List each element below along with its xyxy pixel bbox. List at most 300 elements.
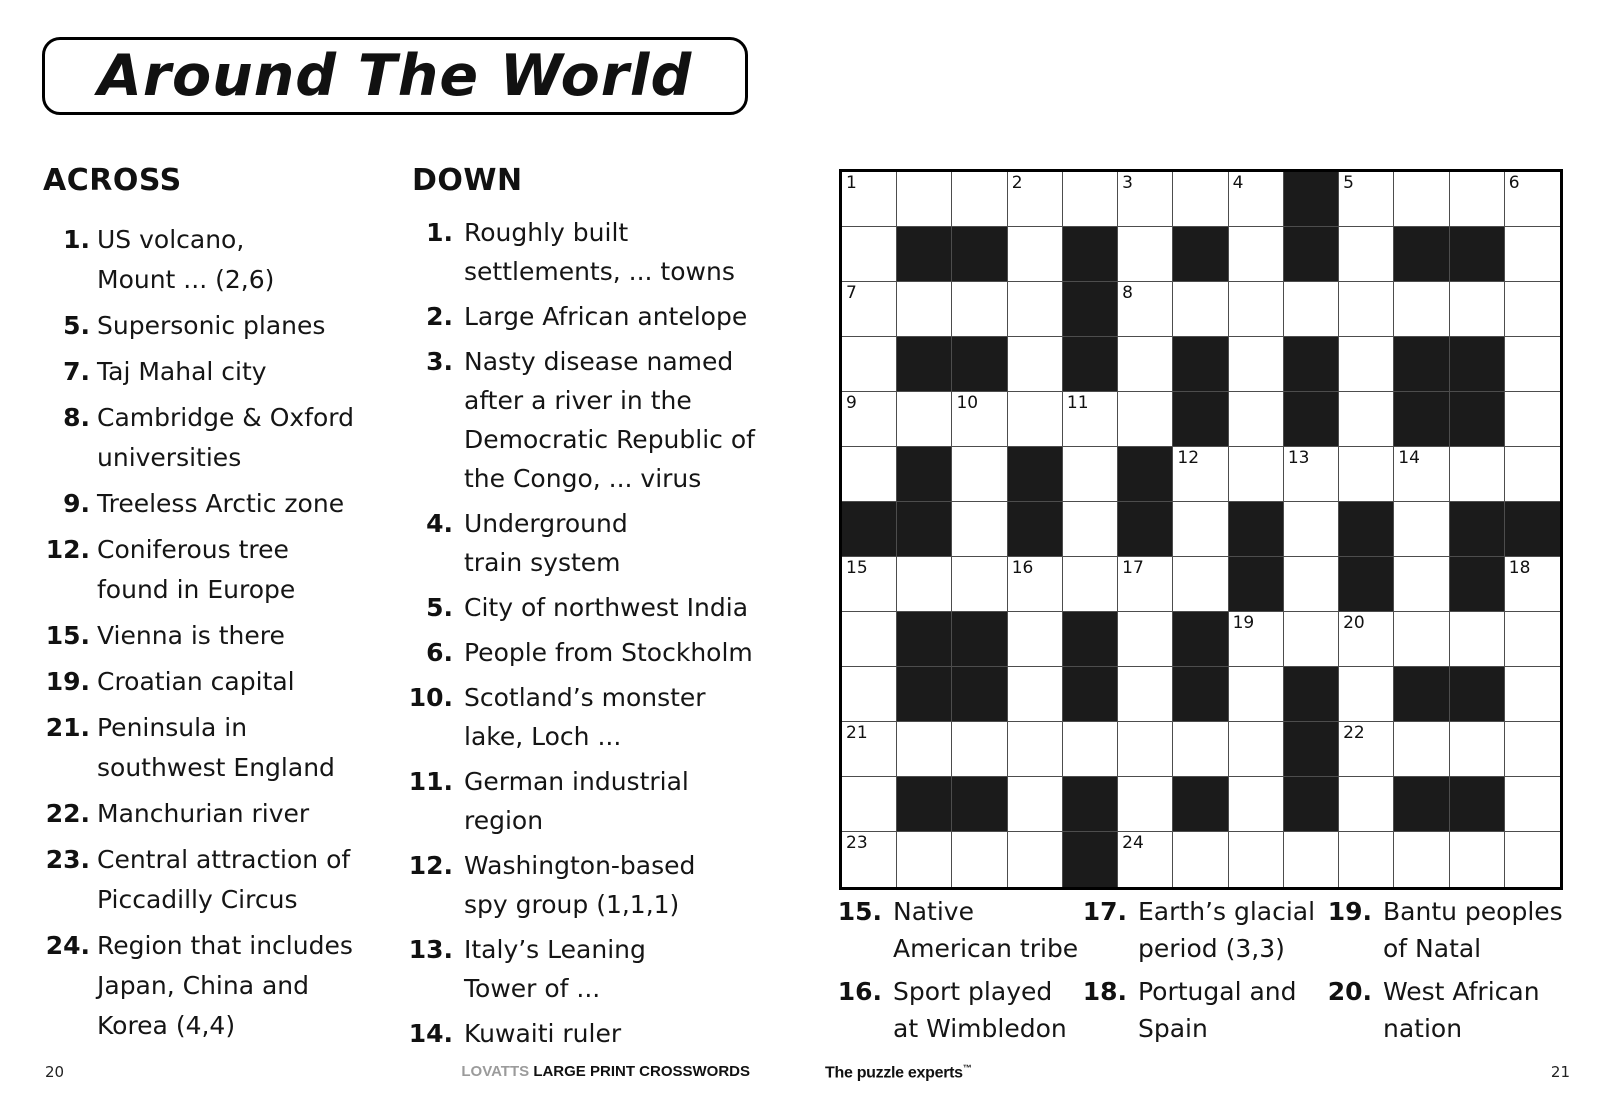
cell-number-9: 9: [846, 393, 857, 413]
clue-line: [40, 708, 354, 748]
page-number-right: 21: [1550, 1063, 1570, 1081]
clue-line: [1310, 973, 1563, 1010]
clue-text: Coniferous tree: [97, 535, 289, 564]
clue-number-spacer: [40, 438, 90, 478]
clue-text: Sport played: [893, 977, 1053, 1006]
clue-number-spacer: [40, 1006, 90, 1046]
grid-cell-r7c1[interactable]: [897, 557, 952, 612]
clue-line: [395, 930, 755, 969]
down-clue-11: [395, 762, 755, 840]
black-cell-r11c10: [1394, 777, 1449, 832]
clue-line: [40, 1006, 354, 1046]
clue-text: Bantu peoples: [1383, 897, 1563, 926]
grid-cell-r8c3[interactable]: [1008, 612, 1063, 667]
clue-line: [395, 762, 755, 801]
grid-cell-r3c9[interactable]: [1339, 337, 1394, 392]
black-cell-r8c4: [1063, 612, 1118, 667]
grid-cell-r12c10[interactable]: [1394, 832, 1449, 887]
across-header: ACROSS: [43, 163, 182, 198]
down-header: DOWN: [412, 163, 523, 198]
grid-cell-r0c9[interactable]: [1339, 172, 1394, 227]
grid-cell-r5c0[interactable]: [842, 447, 897, 502]
black-cell-r11c8: [1284, 777, 1339, 832]
black-cell-r6c1: [897, 502, 952, 557]
clue-line: [1065, 1010, 1315, 1047]
clue-text: Korea (4,4): [97, 1011, 236, 1040]
clue-text: Large African antelope: [464, 302, 748, 331]
clue-number-spacer: [820, 930, 882, 967]
grid-cell-r10c12[interactable]: [1505, 722, 1560, 777]
black-cell-r5c5: [1118, 447, 1173, 502]
clue-line: [1310, 893, 1563, 930]
grid-cell-r12c9[interactable]: [1339, 832, 1394, 887]
black-cell-r4c11: [1450, 392, 1505, 447]
grid-cell-r5c10[interactable]: [1394, 447, 1449, 502]
grid-cell-r10c0[interactable]: [842, 722, 897, 777]
publisher-tagline: The puzzle experts™: [825, 1063, 972, 1082]
clue-line: [395, 504, 755, 543]
grid-cell-r2c12[interactable]: [1505, 282, 1560, 337]
grid-cell-r0c5[interactable]: [1118, 172, 1173, 227]
grid-cell-r0c7[interactable]: [1229, 172, 1284, 227]
grid-cell-r8c0[interactable]: [842, 612, 897, 667]
clue-number: 19.: [1327, 897, 1372, 926]
grid-cell-r0c12[interactable]: [1505, 172, 1560, 227]
clue-number: 16.: [837, 977, 882, 1006]
clue-text: of Natal: [1383, 934, 1482, 963]
grid-cell-r12c11[interactable]: [1450, 832, 1505, 887]
grid-cell-r9c3[interactable]: [1008, 667, 1063, 722]
grid-cell-r10c7[interactable]: [1229, 722, 1284, 777]
grid-cell-r11c3[interactable]: [1008, 777, 1063, 832]
clue-text: Supersonic planes: [97, 311, 326, 340]
clue-number: 11.: [408, 767, 453, 796]
grid-cell-r1c12[interactable]: [1505, 227, 1560, 282]
clue-number: 17.: [1082, 897, 1127, 926]
black-cell-r3c2: [952, 337, 1007, 392]
clue-text: US volcano,: [97, 225, 245, 254]
clue-number: 1.: [63, 225, 90, 254]
black-cell-r1c10: [1394, 227, 1449, 282]
grid-cell-r2c11[interactable]: [1450, 282, 1505, 337]
clue-text: City of northwest India: [464, 593, 749, 622]
grid-cell-r8c7[interactable]: [1229, 612, 1284, 667]
cell-number-23: 23: [846, 833, 868, 853]
grid-cell-r6c4[interactable]: [1063, 502, 1118, 557]
grid-cell-r6c10[interactable]: [1394, 502, 1449, 557]
across-clue-24: [40, 926, 354, 1046]
clue-line: [395, 252, 755, 291]
down-clue-13: [395, 930, 755, 1008]
clue-line: [395, 297, 755, 336]
black-cell-r1c1: [897, 227, 952, 282]
grid-cell-r10c2[interactable]: [952, 722, 1007, 777]
clue-number-spacer: [395, 381, 453, 420]
grid-cell-r7c12[interactable]: [1505, 557, 1560, 612]
page-number-left: 20: [45, 1063, 65, 1081]
black-cell-r2c4: [1063, 282, 1118, 337]
clue-number: 6.: [426, 638, 453, 667]
grid-cell-r10c3[interactable]: [1008, 722, 1063, 777]
grid-cell-r9c9[interactable]: [1339, 667, 1394, 722]
grid-cell-r2c8[interactable]: [1284, 282, 1339, 337]
grid-cell-r5c9[interactable]: [1339, 447, 1394, 502]
grid-cell-r1c7[interactable]: [1229, 227, 1284, 282]
clue-line: [40, 616, 354, 656]
grid-cell-r7c5[interactable]: [1118, 557, 1173, 612]
grid-cell-r12c0[interactable]: [842, 832, 897, 887]
clue-number: 12.: [408, 851, 453, 880]
grid-cell-r7c4[interactable]: [1063, 557, 1118, 612]
clue-line: [395, 717, 755, 756]
clue-line: [395, 969, 755, 1008]
grid-cell-r11c0[interactable]: [842, 777, 897, 832]
clue-text: Scotland’s monster: [464, 683, 706, 712]
grid-cell-r10c10[interactable]: [1394, 722, 1449, 777]
grid-cell-r12c6[interactable]: [1173, 832, 1228, 887]
grid-cell-r0c10[interactable]: [1394, 172, 1449, 227]
grid-cell-r2c0[interactable]: [842, 282, 897, 337]
grid-cell-r12c2[interactable]: [952, 832, 1007, 887]
clue-line: [395, 459, 755, 498]
grid-cell-r7c6[interactable]: [1173, 557, 1228, 612]
across-clue-22: [40, 794, 354, 834]
grid-cell-r5c8[interactable]: [1284, 447, 1339, 502]
clue-number: 9.: [63, 489, 90, 518]
grid-cell-r1c3[interactable]: [1008, 227, 1063, 282]
grid-cell-r2c9[interactable]: [1339, 282, 1394, 337]
grid-cell-r10c4[interactable]: [1063, 722, 1118, 777]
grid-cell-r4c2[interactable]: [952, 392, 1007, 447]
black-cell-r9c4: [1063, 667, 1118, 722]
clue-line: [40, 398, 354, 438]
grid-cell-r3c5[interactable]: [1118, 337, 1173, 392]
grid-cell-r8c10[interactable]: [1394, 612, 1449, 667]
grid-cell-r5c7[interactable]: [1229, 447, 1284, 502]
grid-cell-r5c2[interactable]: [952, 447, 1007, 502]
cell-number-1: 1: [846, 173, 857, 193]
grid-cell-r5c4[interactable]: [1063, 447, 1118, 502]
grid-cell-r7c3[interactable]: [1008, 557, 1063, 612]
grid-cell-r9c0[interactable]: [842, 667, 897, 722]
clue-line: [1065, 973, 1315, 1010]
down-clue-list: [395, 213, 755, 1059]
grid-cell-r0c0[interactable]: [842, 172, 897, 227]
clue-text: Spain: [1138, 1014, 1208, 1043]
grid-cell-r7c8[interactable]: [1284, 557, 1339, 612]
across-clue-5: [40, 306, 354, 346]
grid-cell-r10c5[interactable]: [1118, 722, 1173, 777]
clue-text: Underground: [464, 509, 628, 538]
clue-text: Mount ... (2,6): [97, 265, 275, 294]
cell-number-2: 2: [1011, 173, 1023, 193]
clue-line: [40, 748, 354, 788]
clue-number-spacer: [1065, 930, 1127, 967]
grid-cell-r3c7[interactable]: [1229, 337, 1284, 392]
cell-number-14: 14: [1398, 448, 1420, 468]
grid-cell-r3c3[interactable]: [1008, 337, 1063, 392]
black-cell-r11c6: [1173, 777, 1228, 832]
black-cell-r5c1: [897, 447, 952, 502]
grid-cell-r11c7[interactable]: [1229, 777, 1284, 832]
grid-cell-r0c6[interactable]: [1173, 172, 1228, 227]
black-cell-r9c11: [1450, 667, 1505, 722]
black-cell-r10c8: [1284, 722, 1339, 777]
grid-cell-r2c3[interactable]: [1008, 282, 1063, 337]
clue-line: [395, 420, 755, 459]
clue-line: [40, 438, 354, 478]
clue-line: [820, 973, 1078, 1010]
grid-cell-r8c5[interactable]: [1118, 612, 1173, 667]
grid-cell-r10c11[interactable]: [1450, 722, 1505, 777]
black-cell-r12c4: [1063, 832, 1118, 887]
grid-cell-r11c12[interactable]: [1505, 777, 1560, 832]
grid-cell-r12c5[interactable]: [1118, 832, 1173, 887]
black-cell-r11c11: [1450, 777, 1505, 832]
grid-cell-r3c12[interactable]: [1505, 337, 1560, 392]
clue-number-spacer: [1310, 930, 1372, 967]
black-cell-r6c3: [1008, 502, 1063, 557]
brand-lovatts: LOVATTS: [461, 1063, 530, 1080]
clue-number-spacer: [395, 252, 453, 291]
clue-text: Tower of ...: [464, 974, 601, 1003]
down-clue-3: [395, 342, 755, 498]
clue-text: train system: [464, 548, 621, 577]
black-cell-r4c10: [1394, 392, 1449, 447]
grid-cell-r10c9[interactable]: [1339, 722, 1394, 777]
grid-cell-r8c12[interactable]: [1505, 612, 1560, 667]
grid-cell-r7c2[interactable]: [952, 557, 1007, 612]
grid-cell-r4c7[interactable]: [1229, 392, 1284, 447]
clue-text: nation: [1383, 1014, 1463, 1043]
clue-number-spacer: [820, 1010, 882, 1047]
clue-text: Treeless Arctic zone: [97, 489, 345, 518]
grid-cell-r4c5[interactable]: [1118, 392, 1173, 447]
clue-line: [40, 306, 354, 346]
down-clue-4: [395, 504, 755, 582]
grid-cell-r12c7[interactable]: [1229, 832, 1284, 887]
clue-line: [40, 220, 354, 260]
grid-cell-r5c6[interactable]: [1173, 447, 1228, 502]
grid-cell-r11c9[interactable]: [1339, 777, 1394, 832]
grid-cell-r7c0[interactable]: [842, 557, 897, 612]
across-clue-7: [40, 352, 354, 392]
black-cell-r1c2: [952, 227, 1007, 282]
grid-cell-r6c8[interactable]: [1284, 502, 1339, 557]
down-clue-17: [1065, 893, 1315, 967]
black-cell-r6c5: [1118, 502, 1173, 557]
grid-cell-r6c6[interactable]: [1173, 502, 1228, 557]
grid-cell-r1c0[interactable]: [842, 227, 897, 282]
clue-text: Italy’s Leaning: [464, 935, 646, 964]
down-clue-1: [395, 213, 755, 291]
clue-number: 21.: [45, 713, 90, 742]
clue-text: Taj Mahal city: [97, 357, 267, 386]
clue-number-spacer: [40, 966, 90, 1006]
across-clue-1: [40, 220, 354, 300]
black-cell-r1c11: [1450, 227, 1505, 282]
clue-line: [1065, 930, 1315, 967]
grid-cell-r9c7[interactable]: [1229, 667, 1284, 722]
cell-number-17: 17: [1122, 558, 1144, 578]
across-clue-list: [40, 220, 354, 1052]
black-cell-r7c9: [1339, 557, 1394, 612]
bottom-clue-column-1: [820, 893, 1078, 1053]
clue-number: 18.: [1082, 977, 1127, 1006]
grid-cell-r1c9[interactable]: [1339, 227, 1394, 282]
black-cell-r6c12: [1505, 502, 1560, 557]
grid-cell-r8c9[interactable]: [1339, 612, 1394, 667]
cell-number-21: 21: [846, 723, 868, 743]
down-clue-10: [395, 678, 755, 756]
clue-number-spacer: [395, 543, 453, 582]
cell-number-11: 11: [1066, 393, 1089, 413]
black-cell-r8c1: [897, 612, 952, 667]
black-cell-r6c0: [842, 502, 897, 557]
publisher-brand: [350, 1063, 750, 1080]
cell-number-6: 6: [1508, 173, 1520, 193]
grid-cell-r4c1[interactable]: [897, 392, 952, 447]
grid-cell-r12c3[interactable]: [1008, 832, 1063, 887]
clue-number-spacer: [40, 570, 90, 610]
clue-line: [820, 1010, 1078, 1047]
grid-cell-r5c12[interactable]: [1505, 447, 1560, 502]
clue-text: Kuwaiti ruler: [464, 1019, 622, 1048]
clue-number-spacer: [395, 801, 453, 840]
black-cell-r3c10: [1394, 337, 1449, 392]
grid-cell-r12c12[interactable]: [1505, 832, 1560, 887]
grid-cell-r10c1[interactable]: [897, 722, 952, 777]
grid-cell-r0c1[interactable]: [897, 172, 952, 227]
grid-cell-r4c9[interactable]: [1339, 392, 1394, 447]
black-cell-r11c4: [1063, 777, 1118, 832]
clue-number: 5.: [426, 593, 453, 622]
clue-number: 3.: [426, 347, 453, 376]
grid-cell-r8c8[interactable]: [1284, 612, 1339, 667]
clue-text: Central attraction of: [97, 845, 351, 874]
puzzle-title-box: [42, 37, 748, 115]
puzzle-title: Around The World: [97, 43, 693, 109]
clue-text: West African: [1383, 977, 1540, 1006]
clue-number: 22.: [45, 799, 90, 828]
grid-cell-r4c0[interactable]: [842, 392, 897, 447]
clue-text: after a river in the: [464, 386, 692, 415]
clue-text: People from Stockholm: [464, 638, 753, 667]
black-cell-r11c1: [897, 777, 952, 832]
grid-cell-r2c5[interactable]: [1118, 282, 1173, 337]
down-clue-20: [1310, 973, 1563, 1047]
clue-text: Democratic Republic of: [464, 425, 755, 454]
clue-line: [40, 966, 354, 1006]
clue-number: 5.: [63, 311, 90, 340]
grid-cell-r0c2[interactable]: [952, 172, 1007, 227]
grid-cell-r8c11[interactable]: [1450, 612, 1505, 667]
clue-number: 4.: [426, 509, 453, 538]
cell-number-12: 12: [1177, 448, 1200, 468]
grid-cell-r2c10[interactable]: [1394, 282, 1449, 337]
grid-cell-r6c2[interactable]: [952, 502, 1007, 557]
cell-number-4: 4: [1232, 173, 1244, 193]
black-cell-r3c8: [1284, 337, 1339, 392]
clue-number: 14.: [408, 1019, 453, 1048]
across-clue-15: [40, 616, 354, 656]
clue-line: [40, 570, 354, 610]
clue-text: the Congo, ... virus: [464, 464, 702, 493]
clue-number: 15.: [837, 897, 882, 926]
down-clue-18: [1065, 973, 1315, 1047]
grid-cell-r0c11[interactable]: [1450, 172, 1505, 227]
clue-line: [40, 880, 354, 920]
clue-line: [1310, 930, 1563, 967]
clue-number: 7.: [63, 357, 90, 386]
grid-cell-r4c12[interactable]: [1505, 392, 1560, 447]
black-cell-r8c2: [952, 612, 1007, 667]
clue-line: [395, 678, 755, 717]
black-cell-r7c11: [1450, 557, 1505, 612]
clue-number: 13.: [408, 935, 453, 964]
clue-text: Peninsula in: [97, 713, 248, 742]
grid-cell-r12c8[interactable]: [1284, 832, 1339, 887]
grid-cell-r0c4[interactable]: [1063, 172, 1118, 227]
clue-text: lake, Loch ...: [464, 722, 622, 751]
clue-line: [395, 846, 755, 885]
cell-number-7: 7: [846, 283, 857, 303]
black-cell-r11c2: [952, 777, 1007, 832]
clue-number: 15.: [45, 621, 90, 650]
grid-cell-r11c5[interactable]: [1118, 777, 1173, 832]
grid-cell-r4c4[interactable]: [1063, 392, 1118, 447]
grid-cell-r7c10[interactable]: [1394, 557, 1449, 612]
grid-cell-r5c11[interactable]: [1450, 447, 1505, 502]
black-cell-r6c9: [1339, 502, 1394, 557]
black-cell-r3c11: [1450, 337, 1505, 392]
clue-text: Piccadilly Circus: [97, 885, 298, 914]
grid-cell-r2c1[interactable]: [897, 282, 952, 337]
grid-cell-r2c6[interactable]: [1173, 282, 1228, 337]
clue-text: period (3,3): [1138, 934, 1285, 963]
grid-cell-r9c5[interactable]: [1118, 667, 1173, 722]
grid-cell-r12c1[interactable]: [897, 832, 952, 887]
down-clue-15: [820, 893, 1078, 967]
grid-cell-r2c7[interactable]: [1229, 282, 1284, 337]
clue-text: found in Europe: [97, 575, 296, 604]
grid-cell-r2c2[interactable]: [952, 282, 1007, 337]
grid-cell-r10c6[interactable]: [1173, 722, 1228, 777]
clue-line: [40, 662, 354, 702]
clue-number: 1.: [426, 218, 453, 247]
black-cell-r9c2: [952, 667, 1007, 722]
clue-number: 24.: [45, 931, 90, 960]
clue-text: region: [464, 806, 544, 835]
clue-line: [395, 543, 755, 582]
brand-series: LARGE PRINT CROSSWORDS: [533, 1063, 750, 1080]
clue-number-spacer: [395, 459, 453, 498]
grid-cell-r0c3[interactable]: [1008, 172, 1063, 227]
black-cell-r9c6: [1173, 667, 1228, 722]
across-clue-19: [40, 662, 354, 702]
clue-text: American tribe: [893, 934, 1079, 963]
clue-line: [40, 530, 354, 570]
across-clue-23: [40, 840, 354, 920]
clue-number-spacer: [395, 717, 453, 756]
clue-number-spacer: [1310, 1010, 1372, 1047]
grid-cell-r4c3[interactable]: [1008, 392, 1063, 447]
grid-cell-r9c12[interactable]: [1505, 667, 1560, 722]
clue-text: Portugal and: [1138, 977, 1297, 1006]
down-clue-2: [395, 297, 755, 336]
grid-cell-r1c5[interactable]: [1118, 227, 1173, 282]
grid-cell-r3c0[interactable]: [842, 337, 897, 392]
